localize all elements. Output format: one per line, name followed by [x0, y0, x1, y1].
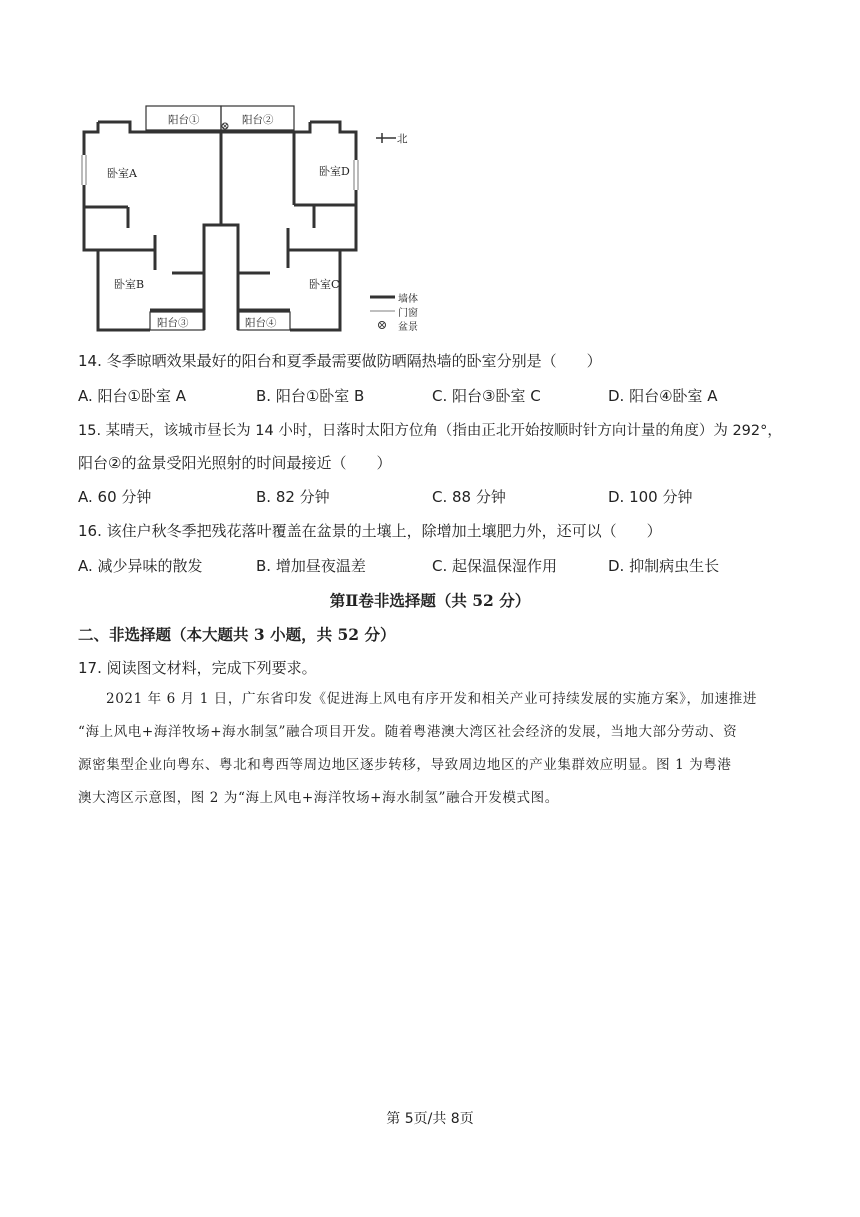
- page-footer: 第 5页/共 8页: [386, 1111, 474, 1127]
- bedroom-b-label: 卧室B: [114, 278, 145, 291]
- q17-para-line2: “海上风电+海洋牧场+海水制氢”融合项目开发。随着粤港澳大湾区社会经济的发展，当地大部分劳动、资: [78, 724, 738, 740]
- q17-para-line1: 2021 年 6 月 1 日，广东省印发《促进海上风电有序开发和相关产业可持续发展的实施方案》，加速推进: [106, 691, 757, 707]
- bedroom-c-label: 卧室C: [309, 278, 340, 291]
- q16-option-a: A. 减少异味的散发: [78, 557, 203, 575]
- q15-option-a: A. 60 分钟: [78, 488, 152, 506]
- q15-option-c: C. 88 分钟: [432, 488, 506, 506]
- q15-stem-line2: 阳台②的盆景受阳光照射的时间最接近（ ）: [78, 454, 392, 472]
- bedroom-d-label: 卧室D: [319, 165, 350, 178]
- q14-option-b: B. 阳台①卧室 B: [256, 387, 365, 405]
- q15-option-d: D. 100 分钟: [608, 488, 693, 506]
- q14-stem: 14. 冬季晾晒效果最好的阳台和夏季最需要做防晒隔热墙的卧室分别是（ ）: [78, 352, 602, 370]
- q14-option-d: D. 阳台④卧室 A: [608, 387, 718, 405]
- north-label: 北: [397, 133, 408, 145]
- balcony-1-label: 阳台①: [168, 114, 200, 126]
- legend-bonsai-label: 盆景: [398, 322, 418, 333]
- legend-wall-label: 墙体: [398, 294, 418, 305]
- balcony-3-label: 阳台③: [157, 317, 189, 329]
- balcony-4-label: 阳台④: [245, 317, 277, 329]
- section-title: 第Ⅱ卷非选择题（共 52 分）: [329, 591, 531, 610]
- q15-option-b: B. 82 分钟: [256, 488, 330, 506]
- legend-window-label: 门窗: [398, 308, 418, 319]
- q16-option-c: C. 起保温保湿作用: [432, 557, 558, 575]
- q17-stem: 17. 阅读图文材料，完成下列要求。: [78, 659, 317, 677]
- bedroom-a-label: 卧室A: [107, 167, 137, 180]
- balcony-2-label: 阳台②: [242, 114, 274, 126]
- q15-stem-line1: 15. 某晴天，该城市昼长为 14 小时，日落时太阳方位角（指由正北开始按顺时针方向计量的角度）为 292°，: [78, 423, 782, 439]
- q17-para-line3: 源密集型企业向粤东、粤北和粤西等周边地区逐步转移，导致周边地区的产业集群效应明显。图 1 为粤港: [78, 757, 732, 773]
- q17-para-line4: 澳大湾区示意图，图 2 为“海上风电+海洋牧场+海水制氢”融合开发模式图。: [78, 790, 559, 806]
- q14-option-c: C. 阳台③卧室 C: [432, 387, 541, 405]
- q16-option-b: B. 增加昼夜温差: [256, 557, 366, 575]
- q16-option-d: D. 抑制病虫生长: [608, 557, 720, 575]
- part2-heading: 二、非选择题（本大题共 3 小题，共 52 分）: [78, 625, 396, 644]
- q14-option-a: A. 阳台①卧室 A: [78, 387, 187, 405]
- q16-stem: 16. 该住户秋冬季把残花落叶覆盖在盆景的土壤上，除增加土壤肥力外，还可以（ ）: [78, 522, 662, 540]
